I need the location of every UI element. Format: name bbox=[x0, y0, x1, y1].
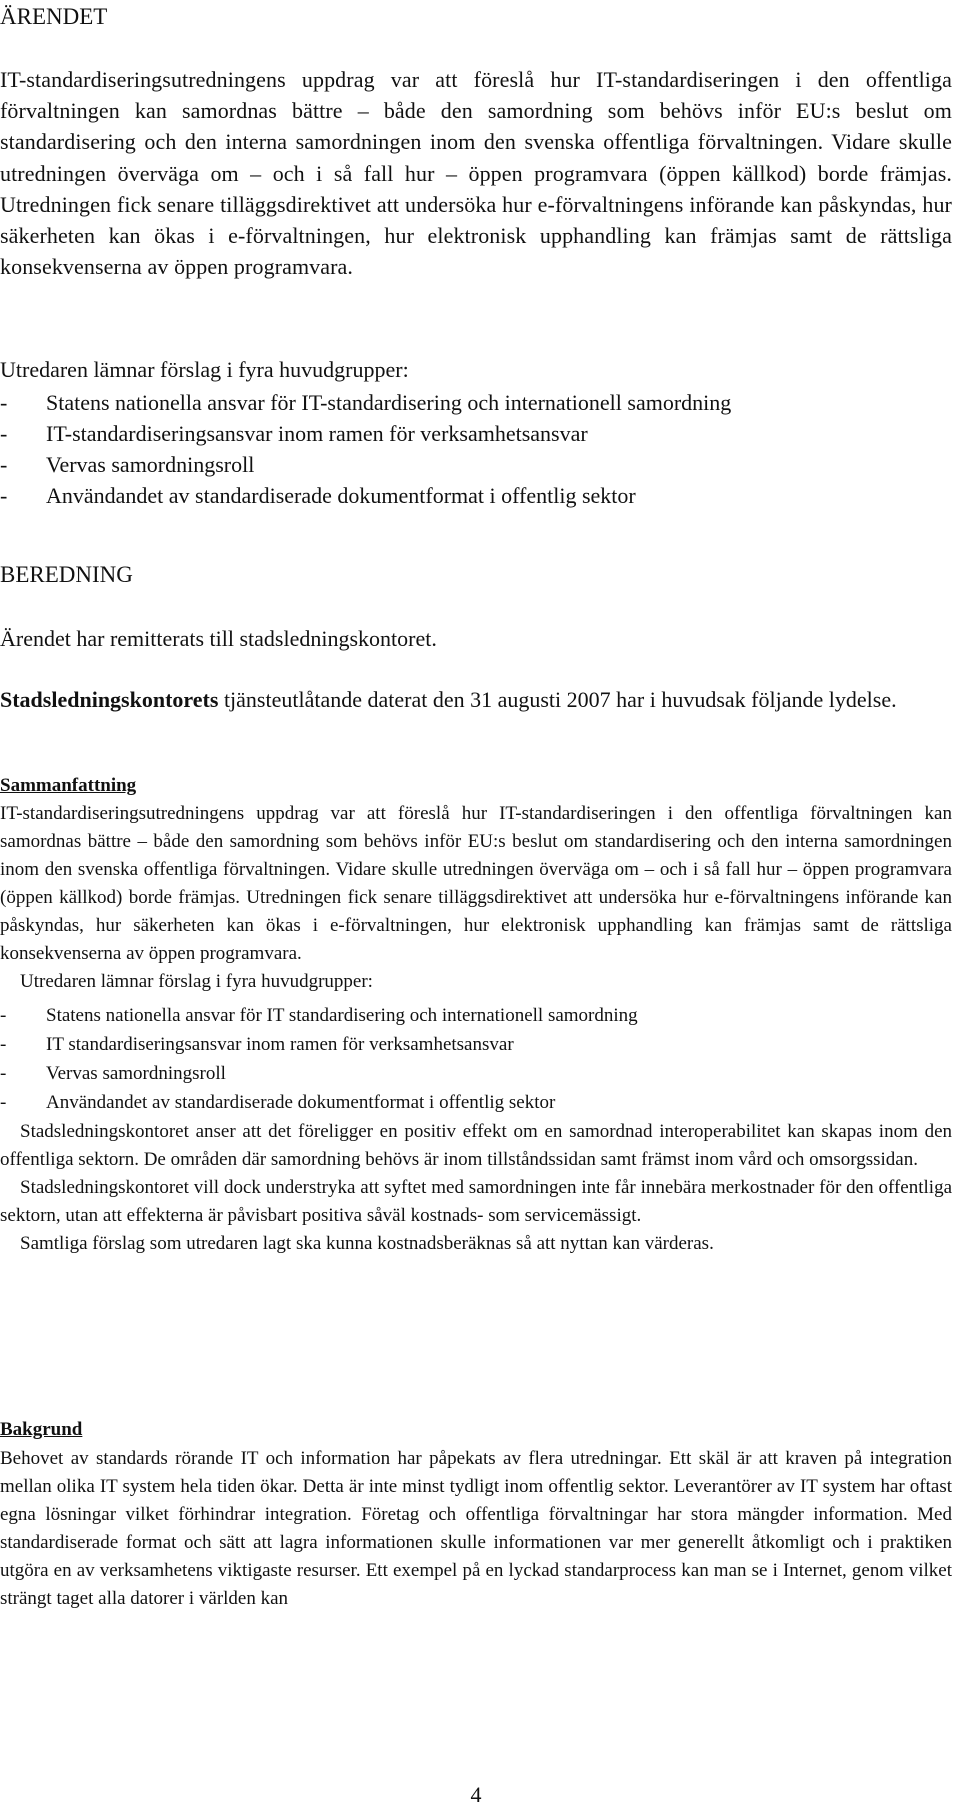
background-section bbox=[0, 1417, 952, 1613]
background-paragraph: Behovet av standards rörande IT och information har påpekats av flera utredningar. Ett skäl är att kraven på integration mellan olika IT system hela tiden ökar. Detta är inte minst tydligt inom offentlig sektor. Leverantörer av IT system har oftast egna lösningar vilket förhindrar integration. Företag och offentliga förvaltningar har stora mängder information. Med standardiserade format och sätt att lagra informationen skulle informationen var mer generellt åtkomligt och i praktiken utgöra en av verksamhetens viktigaste resurser. Ett exempel på en lyckad standarprocess kan man se i Internet, genom vilket strängt taget alla datorer i världen kan bbox=[0, 1448, 952, 1609]
summary-section bbox=[0, 773, 952, 1258]
list-dash: - bbox=[0, 1005, 7, 1026]
summary-positive-paragraph: Stadsledningskontoret anser att det föreligger en positiv effekt om en samordnad interoperabilitet kan skapas inom den offentliga sektorn. De områden där samordning behövs är inom tillståndssidan samt främst inom vård och omsorgssidan. bbox=[0, 1121, 952, 1170]
summary-all-paragraph: Samtliga förslag som utredaren lagt ska kunna kostnadsberäknas så att nyttan kan värderas. bbox=[20, 1233, 714, 1254]
list-dash: - bbox=[0, 421, 8, 446]
summary-title: Sammanfattning bbox=[0, 775, 137, 796]
heading-arendet: ÄRENDET bbox=[0, 4, 108, 29]
statement-paragraph bbox=[0, 684, 952, 715]
list-dash: - bbox=[0, 1063, 7, 1084]
list-item-text: Användandet av standardiserade dokumentformat i offentlig sektor bbox=[46, 483, 636, 508]
summary-proposals-intro: Utredaren lämnar förslag i fyra huvudgrupper: bbox=[20, 971, 373, 992]
list-item-text: Vervas samordningsroll bbox=[46, 452, 255, 477]
list-item bbox=[0, 1031, 952, 1060]
statement-bold: Stadsledningskontorets bbox=[0, 687, 219, 712]
list-item-text: Statens nationella ansvar för IT standardisering och internationell samordning bbox=[46, 1005, 638, 1026]
list-item bbox=[0, 418, 952, 449]
intro-paragraph: IT-standardiseringsutredningens uppdrag var att föreslå hur IT-standardiseringen i den offentliga förvaltningen kan samordnas bättre – både den samordning som behövs inför EU:s beslut om standardisering och den interna samordningen inom den svenska offentliga förvaltningen. Vidare skulle utredningen överväga om – och i så fall hur – öppen programvara (öppen källkod) borde främjas. Utredningen fick senare tilläggsdirektivet att undersöka hur e-förvaltningens införande kan påskyndas, hur säkerheten kan ökas i e-förvaltningen, hur elektronisk upphandling kan främjas samt de rättsliga konsekvenserna av öppen programvara. bbox=[0, 67, 952, 280]
list-item bbox=[0, 1089, 952, 1118]
list-item bbox=[0, 449, 952, 480]
list-item-text: Användandet av standardiserade dokumentformat i offentlig sektor bbox=[46, 1092, 556, 1113]
list-dash: - bbox=[0, 483, 8, 508]
list-item-text: Statens nationella ansvar för IT-standardisering och internationell samordning bbox=[46, 390, 732, 415]
proposals-list bbox=[0, 387, 952, 511]
proposals-intro: Utredaren lämnar förslag i fyra huvudgrupper: bbox=[0, 357, 409, 382]
list-item-text: IT standardiseringsansvar inom ramen för verksamhetsansvar bbox=[46, 1034, 514, 1055]
list-dash: - bbox=[0, 1092, 7, 1113]
page-number: 4 bbox=[470, 1782, 482, 1807]
list-item-text: Vervas samordningsroll bbox=[46, 1063, 226, 1084]
list-dash: - bbox=[0, 1034, 7, 1055]
list-dash: - bbox=[0, 452, 8, 477]
list-item bbox=[0, 480, 952, 511]
background-title: Bakgrund bbox=[0, 1419, 83, 1440]
list-dash: - bbox=[0, 390, 8, 415]
heading-beredning: BEREDNING bbox=[0, 562, 133, 587]
statement-rest: tjänsteutlåtande daterat den 31 augusti 2007 har i huvudsak följande lydelse. bbox=[218, 687, 897, 712]
summary-paragraph: IT-standardiseringsutredningens uppdrag var att föreslå hur IT-standardiseringen i den offentliga förvaltningen kan samordnas bättre – både den samordning som behövs inför EU:s beslut om standardisering och den interna samordningen inom den svenska offentliga förvaltningen. Vidare skulle utredningen överväga om – och i så fall hur – öppen programvara (öppen källkod) borde främjas. Utredningen fick senare tilläggsdirektivet att undersöka hur e-förvaltningens införande kan påskyndas, hur säkerheten kan ökas i e-förvaltningen, hur elektronisk upphandling kan främjas samt de rättsliga konsekvenserna av öppen programvara. bbox=[0, 803, 952, 964]
list-item bbox=[0, 387, 952, 418]
list-item bbox=[0, 1060, 952, 1089]
list-item-text: IT-standardiseringsansvar inom ramen för verksamhetsansvar bbox=[46, 421, 588, 446]
list-item bbox=[0, 1002, 952, 1031]
summary-costs-paragraph: Stadsledningskontoret vill dock understryka att syftet med samordningen inte får innebära merkostnader för den offentliga sektorn, utan att effekterna är påvisbart positiva såväl kostnads- som servicemässigt. bbox=[0, 1177, 952, 1226]
remitted-text: Ärendet har remitterats till stadsledningskontoret. bbox=[0, 626, 437, 651]
summary-proposals-list bbox=[0, 1002, 952, 1118]
